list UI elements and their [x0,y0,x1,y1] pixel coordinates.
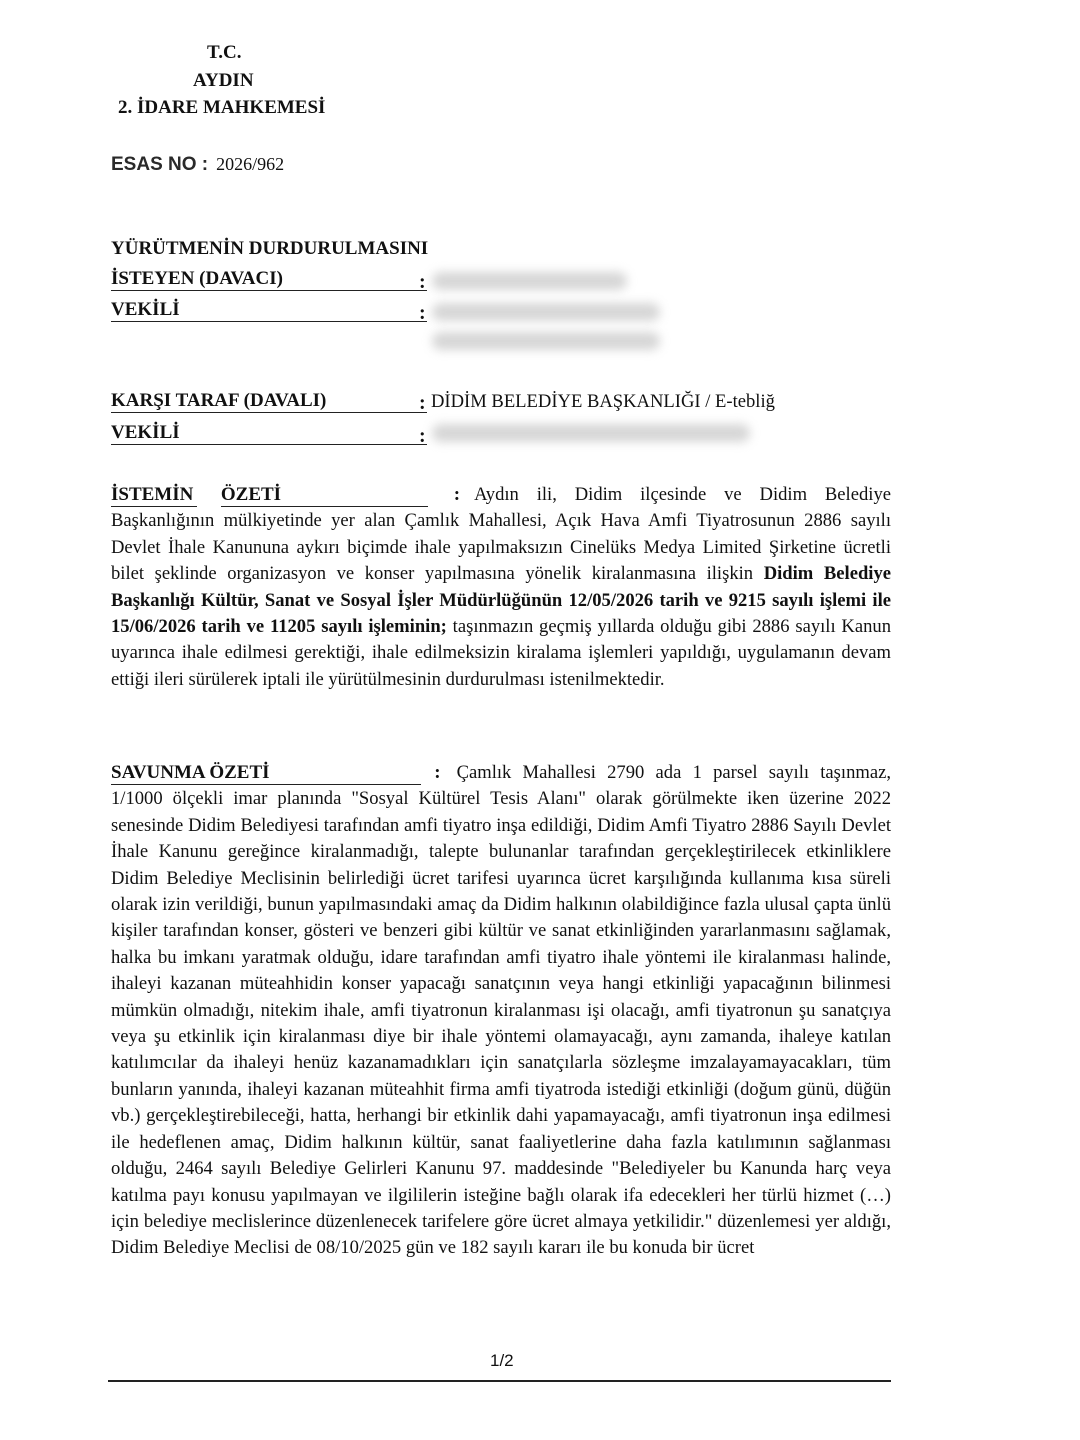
plaintiff-attorney-label: VEKİLİ [111,299,427,322]
plaintiff-label: İSTEYEN (DAVACI) [111,268,427,291]
plaintiff-redacted [432,272,627,290]
page-number: 1/2 [490,1351,514,1370]
plaintiff-attorney-colon: : [419,302,426,324]
parties-title: YÜRÜTMENİN DURDURULMASINI [111,238,429,259]
claim-summary [111,482,891,693]
claim-summary-text-1: Aydın ili, Didim ilçesinde ve Didim Belediye Başkanlığının mülkiyetinde yer alan Çamlık Mahallesi, Açık Hava Amfi Tiyatrosunun 2886 sayılı Devlet İhale Kanununa aykırı biçimde ihale yapılmaksızın Cinelüks Medya Limited Şirketine ücretli bilet şeklinde organizasyon ve konser yapılmasına yönelik kiralanmasına ilişkin [111,484,891,585]
defendant-attorney-colon: : [419,425,426,447]
defense-summary-text: Çamlık Mahallesi 2790 ada 1 parsel sayılı taşınmaz, 1/1000 ölçekli imar planında "Sosyal Kültürel Tesis Alanı" olarak görülmekte iken üzerine 2022 senesinde Didim Belediyesi tarafından amfi tiyatro inşa edildiği, Didim Amfi Tiyatro 2886 Sayılı Devlet İhale Kanunu gereğince kiralanmadığı, talepte bulunanlar tarafından gerçekleştirilecek etkinliklere Didim Belediye Meclisinin belirlediği ücret tarifesi uyarınca ücret karşılığında kullanıma kısa süreli olarak izin verildiği, bunun yapılmasındaki amaç da Didim halkının olabildiğince fazla ulusal çapta ünlü kişiler tarafından konser, gösteri ve benzeri gibi kültür ve sanat etkinliğinden yararlanmasını sağlamak, halka bu imkanı yaratmak olduğu, idare tarafından amfi tiyatro ihale yöntemi ile kiralanması halinde, ihaleyi kazanan müteahhidin konser yapacağı sanatçının veya hangi etkinliği yapacağının bilinmesi mümkün olmadığı, nitekim ihale, amfi tiyatronun kiralanması işi olacağı, amfi tiyatronun şu sanatçıya veya şu etkinlik için kiralanması diye bir ihale yöntemi olamayacağı, aynı zamanda, ihaleye katılan katılımcılar da ihaleyi henüz kazanamadıkları için sanatçılarla sözleşme imzalayamayacakları, tüm bunların yanında, ihaleyi kazanan müteahhit firma amfi tiyatroda istediği etkinliği (doğum günü, düğün vb.) gerçekleştirebileceği, hatta, herhangi bir etkinlik dahi yapamayacağı, amfi tiyatronun inşa edilmesi ile hedeflenen amaç, Didim halkının kültür, sanat faaliyetlerine daha fazla katılımının sağlanması olduğu, 2464 sayılı Belediye Gelirleri Kanunu 97. maddesinde "Belediyeler bu Kanunda harç veya katılma payı konusu yapılmayan ve ilgililerin isteğine bağlı olarak ifa edecekleri her türlü hizmet (…) için belediye meclislerince düzenlenecek tarifelere göre ücret almaya yetkilidir." düzenlemesi yer aldığı, Didim Belediye Meclisi de 08/10/2025 gün ve 182 sayılı kararı ile bu konuda bir ücret [111,762,892,1259]
claim-summary-text-bold: Didim Belediye Başkanlığı Kültür, Sanat ve Sosyal İşler Müdürlüğünün 12/05/2026 tarih ve 9215 sayılı işlemi ile 15/06/2026 tarih ve 11205 sayılı işleminin; [111,563,892,638]
plaintiff-attorney-redacted [432,303,660,321]
header-court: 2. İDARE MAHKEMESİ [118,97,326,118]
claim-summary-colon: : [453,484,461,505]
plaintiff-colon: : [419,271,426,293]
defense-summary [111,760,891,1262]
defendant-attorney-label: VEKİLİ [111,422,427,445]
claim-summary-label-a: İSTEMİN [111,484,197,507]
plaintiff-attorney-redacted-2 [432,332,660,350]
defendant-attorney-redacted [432,424,750,442]
header-city: AYDIN [193,70,254,91]
case-number [111,154,284,176]
defense-summary-label: SAVUNMA ÖZETİ [111,762,421,785]
defendant-label: KARŞI TARAF (DAVALI) [111,390,427,413]
defendant-colon: : [419,392,426,414]
case-number-label: ESAS NO : [111,154,209,175]
claim-summary-text-2: taşınmazın geçmiş yıllarda olduğu gibi 2886 sayılı Kanun uyarınca ihale edilmesi gerektiği, ihale edilmeksizin kiralama işlemleri yapıldığı, uygulamanın devam ettiği ileri sürülerek iptali ile yürütülmesinin durdurulması istenilmektedir. [111,616,891,690]
case-number-value: 2026/962 [216,154,285,174]
defendant-value: DİDİM BELEDİYE BAŞKANLIĞI / E-tebliğ [431,391,775,412]
footer-rule [108,1380,891,1382]
claim-summary-label-b: ÖZETİ [221,484,428,507]
defense-summary-colon: : [434,762,441,783]
header-tc: T.C. [207,42,242,63]
